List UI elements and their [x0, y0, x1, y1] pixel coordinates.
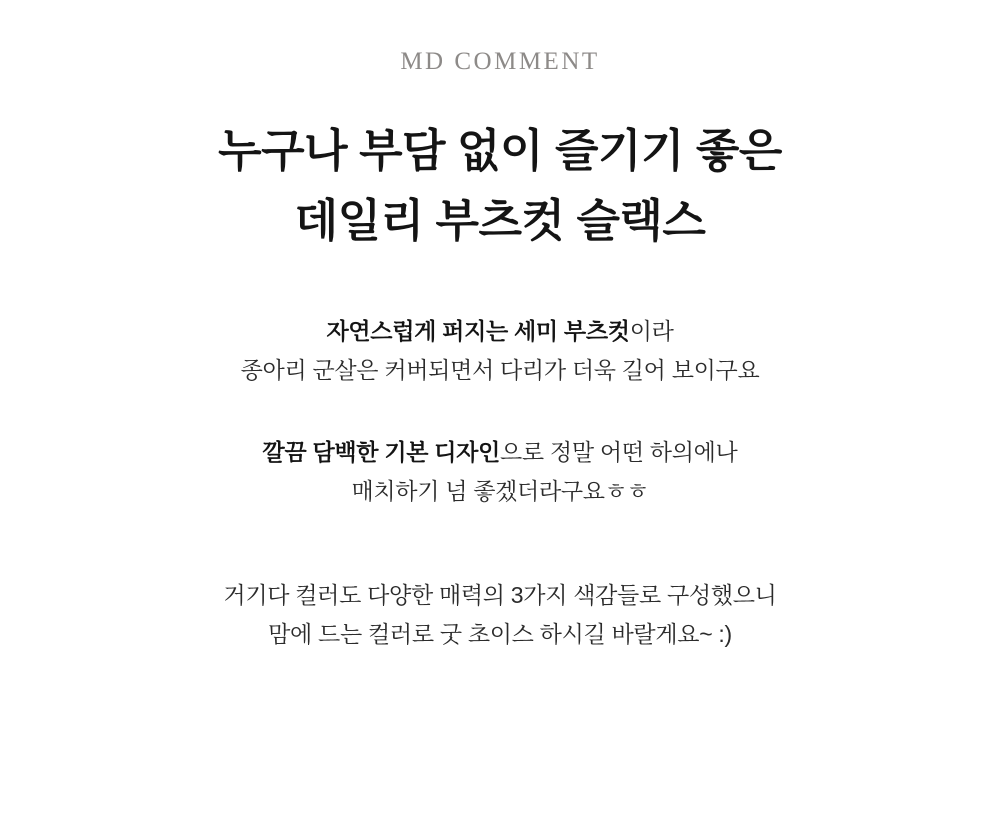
paragraph-2-line-1: [223, 433, 776, 473]
page-title: [218, 116, 782, 256]
description-block: [223, 312, 776, 655]
description-paragraph-2: [223, 433, 776, 512]
paragraph-1-emphasis: 자연스럽게 퍼지는 세미 부츠컷: [326, 317, 630, 344]
paragraph-1-line-2: 종아리 군살은 커버되면서 다리가 더욱 길어 보이구요: [240, 357, 760, 384]
paragraph-2-line-2: 매치하기 넘 좋겠더라구요ㅎㅎ: [351, 478, 649, 505]
paragraph-1-line-1: [223, 312, 776, 352]
md-comment-label: MD COMMENT: [400, 48, 600, 75]
paragraph-2-line-1-rest: 으로 정말 어떤 하의에나: [500, 438, 738, 465]
page-title-line-1: 누구나 부담 없이 즐기기 좋은: [218, 125, 782, 176]
paragraph-2-emphasis: 깔끔 담백한 기본 디자인: [262, 438, 500, 465]
paragraph-3-line-1: 거기다 컬러도 다양한 매력의 3가지 색감들로 구성했으니: [223, 581, 777, 608]
paragraph-spacer: [223, 554, 776, 576]
paragraph-1-line-1-rest: 이라: [629, 317, 674, 344]
description-paragraph-1: [223, 312, 776, 391]
description-paragraph-3: [223, 576, 776, 655]
page-title-line-2: 데일리 부츠컷 슬랙스: [294, 194, 706, 246]
paragraph-3-line-2: 맘에 드는 컬러로 굿 초이스 하시길 바랄게요~ :): [268, 621, 732, 648]
